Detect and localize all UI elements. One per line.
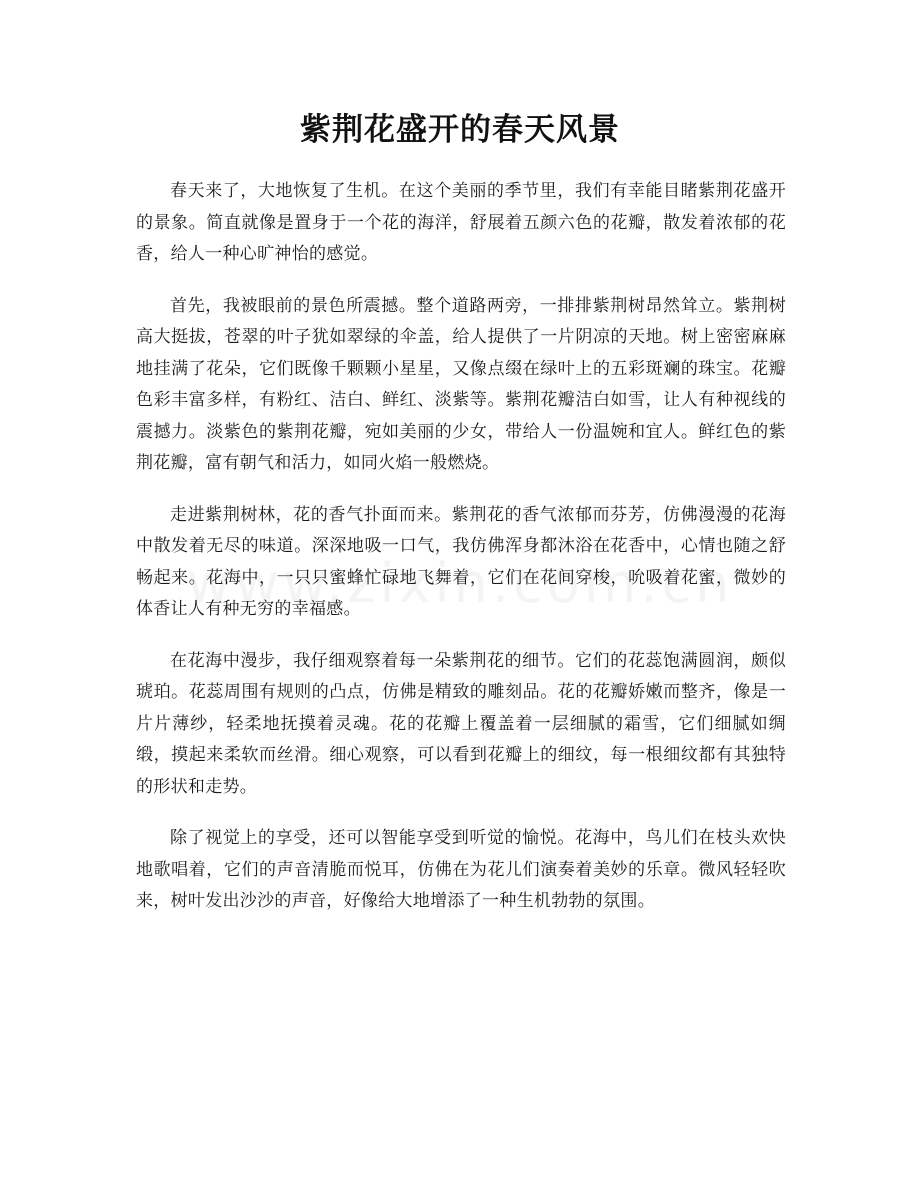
paragraph-4: 在花海中漫步，我仔细观察着每一朵紫荆花的细节。它们的花蕊饱满圆润，颇似琥珀。花蕊周围有规则的凸点，仿佛是精致的雕刻品。花的花瓣娇嫩而整齐，像是一片片薄纱，轻柔地抚摸着灵魂。花的花瓣上覆盖着一层细腻的霜雪，它们细腻如绸缎，摸起来柔软而丝滑。细心观察，可以看到花瓣上的细纹，每一根细纹都有其独特的形状和走势。 [136,650,786,797]
document-body [136,176,786,938]
paragraph-1: 春天来了，大地恢复了生机。在这个美丽的季节里，我们有幸能目睹紫荆花盛开的景象。简直就像是置身于一个花的海洋，舒展着五颜六色的花瓣，散发着浓郁的花香，给人一种心旷神怡的感觉。 [136,181,786,264]
paragraph-3: 走进紫荆树林，花的香气扑面而来。紫荆花的香气浓郁而芬芳，仿佛漫漫的花海中散发着无尽的味道。深深地吸一口气，我仿佛浑身都沐浴在花香中，心情也随之舒畅起来。花海中，一只只蜜蜂忙碌地飞舞着，它们在花间穿梭，吮吸着花蜜，微妙的体香让人有种无穷的幸福感。 [136,504,786,619]
document-title: 紫荆花盛开的春天风景 [300,112,620,148]
paragraph-2: 首先，我被眼前的景色所震撼。整个道路两旁，一排排紫荆树昂然耸立。紫荆树高大挺拔，苍翠的叶子犹如翠绿的伞盖，给人提供了一片阴凉的天地。树上密密麻麻地挂满了花朵，它们既像千颗颗小星星，又像点缀在绿叶上的五彩斑斓的珠宝。花瓣色彩丰富多样，有粉红、洁白、鲜红、淡紫等。紫荆花瓣洁白如雪，让人有种视线的震撼力。淡紫色的紫荆花瓣，宛如美丽的少女，带给人一份温婉和宜人。鲜红色的紫荆花瓣，富有朝气和活力，如同火焰一般燃烧。 [136,295,786,473]
paragraph-5: 除了视觉上的享受，还可以智能享受到听觉的愉悦。花海中，鸟儿们在枝头欢快地歌唱着，它们的声音清脆而悦耳，仿佛在为花儿们演奏着美妙的乐章。微风轻轻吹来，树叶发出沙沙的声音，好像给大地增添了一种生机勃勃的氛围。 [136,828,786,911]
